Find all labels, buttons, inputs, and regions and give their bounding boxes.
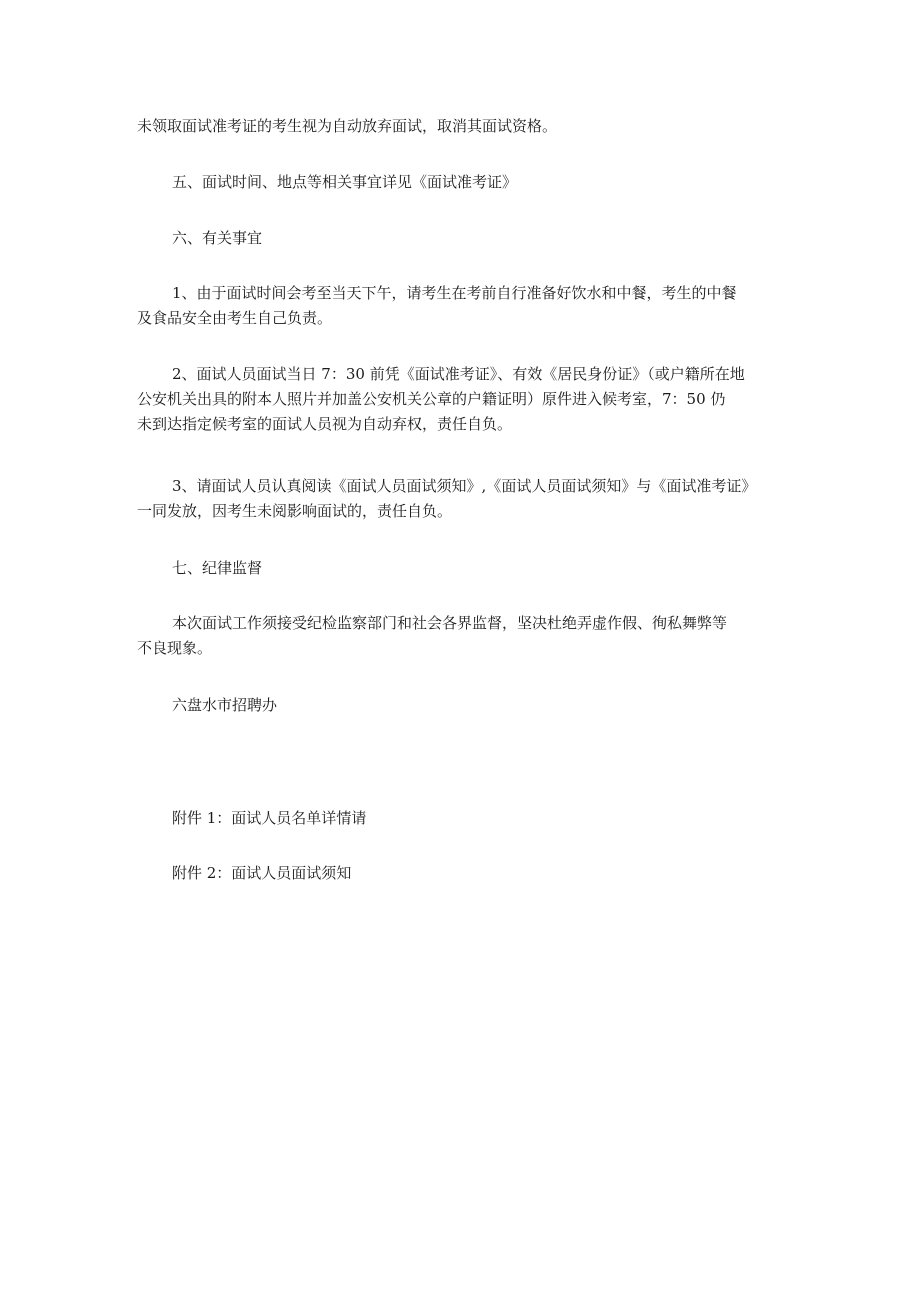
item-1-paragraph bbox=[137, 281, 797, 331]
attachment-2 bbox=[137, 861, 797, 886]
paragraph-line: 未领取面试准考证的考生视为自动放弃面试，取消其面试资格。 bbox=[137, 117, 558, 135]
section-7-heading bbox=[137, 556, 797, 581]
section-5-heading bbox=[137, 170, 797, 195]
item-2-paragraph bbox=[137, 362, 797, 437]
paragraph-forfeit-notice bbox=[137, 114, 797, 139]
paragraph-line: 五、面试时间、地点等相关事宜详见《面试准考证》 bbox=[172, 173, 518, 191]
attachment-1 bbox=[137, 806, 797, 831]
paragraph-line: 公安机关出具的附本人照片并加盖公安机关公章的户籍证明）原件进入候考室，7：50 仍 bbox=[137, 390, 726, 408]
section-6-heading bbox=[137, 226, 797, 251]
paragraph-line: 附件 1：面试人员名单详情请 bbox=[172, 809, 367, 827]
paragraph-line: 本次面试工作须接受纪检监察部门和社会各界监督，坚决杜绝弄虚作假、徇私舞弊等 bbox=[172, 614, 728, 632]
item-3-paragraph bbox=[137, 474, 797, 524]
paragraph-line: 七、纪律监督 bbox=[172, 559, 263, 577]
paragraph-line: 六盘水市招聘办 bbox=[172, 696, 278, 714]
paragraph-line: 一同发放，因考生未阅影响面试的，责任自负。 bbox=[137, 502, 453, 520]
discipline-paragraph bbox=[137, 611, 797, 661]
paragraph-line: 及食品安全由考生自己负责。 bbox=[137, 309, 333, 327]
paragraph-line: 六、有关事宜 bbox=[172, 229, 263, 247]
paragraph-line: 1、由于面试时间会考至当天下午，请考生在考前自行准备好饮水和中餐，考生的中餐 bbox=[172, 284, 737, 302]
paragraph-line: 3、请面试人员认真阅读《面试人员面试须知》,《面试人员面试须知》与《面试准考证》 bbox=[172, 477, 757, 495]
issuer-signature bbox=[137, 693, 797, 718]
paragraph-line: 不良现象。 bbox=[137, 639, 213, 657]
paragraph-line: 附件 2：面试人员面试须知 bbox=[172, 864, 352, 882]
paragraph-line: 未到达指定候考室的面试人员视为自动弃权，责任自负。 bbox=[137, 415, 513, 433]
paragraph-line: 2、面试人员面试当日 7：30 前凭《面试准考证》、有效《居民身份证》（或户籍所在地 bbox=[172, 365, 745, 383]
